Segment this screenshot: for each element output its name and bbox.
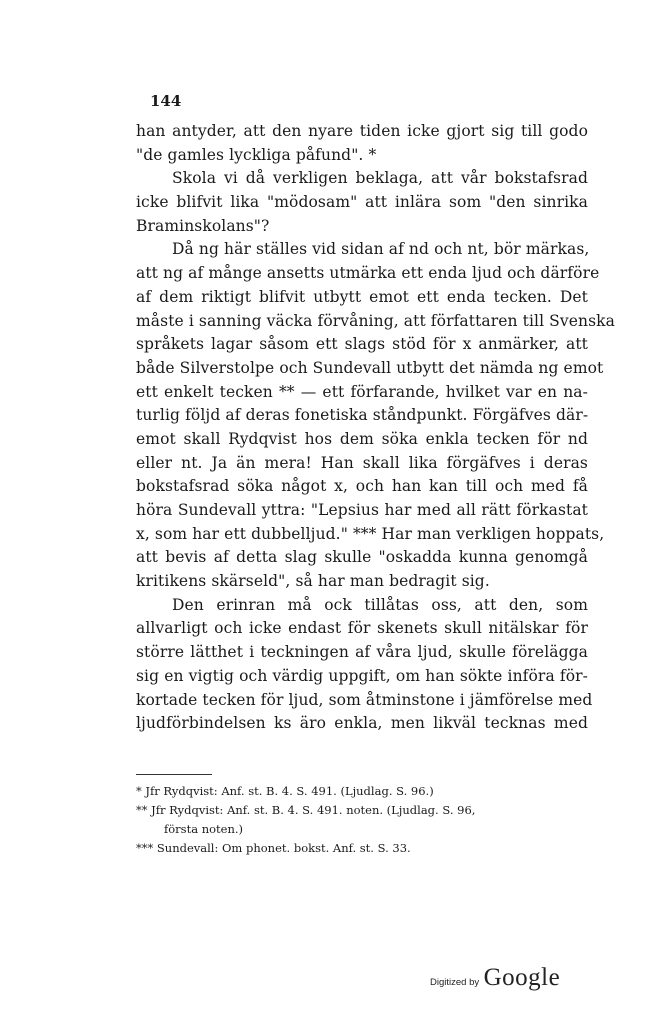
text-line: icke blifvit lika "mödosam" att inlära som "den sinrika <box>136 193 588 212</box>
text-line: kritikens skärseld", så har man bedragit sig. <box>136 572 490 591</box>
text-line: höra Sundevall yttra: "Lepsius har med all rätt förkastat <box>136 501 588 519</box>
text-line: Då ng här ställes vid sidan af nd och nt, bör märkas, <box>172 240 590 259</box>
text-line: han antyder, att den nyare tiden icke gjort sig till godo <box>136 122 588 140</box>
footnote: *** Sundevall: Om phonet. bokst. Anf. st. S. 33. <box>136 841 411 855</box>
text-line: allvarligt och icke endast för skenets skull nitälskar för <box>136 619 588 638</box>
google-logo: Google <box>483 964 561 991</box>
text-line: Den erinran må ock tillåtas oss, att den, som <box>172 595 588 614</box>
text-line: Braminskolans"? <box>136 216 270 235</box>
text-line: af dem riktigt blifvit utbytt emot ett enda tecken. Det <box>136 287 588 306</box>
text-line: kortade tecken för ljud, som åtminstone i jämförelse med <box>136 690 593 709</box>
footnote-continuation: första noten.) <box>164 822 244 836</box>
footnotes <box>136 782 588 858</box>
text-line: "de gamles lyckliga påfund". * <box>136 145 377 164</box>
footnote-divider <box>136 774 212 775</box>
text-line: sig en vigtig och värdig uppgift, om han sökte införa för- <box>136 666 588 685</box>
body-text <box>136 120 615 736</box>
watermark-prefix: Digitized by <box>430 977 480 988</box>
digitized-by-watermark <box>430 964 560 992</box>
text-line: att bevis af detta slag skulle "oskadda kunna genomgå <box>136 548 588 567</box>
text-line: turlig följd af deras fonetiska ståndpunkt. Förgäfves där- <box>136 406 589 425</box>
text-line: ljudförbindelsen ks äro enkla, men likväl tecknas med <box>136 714 588 733</box>
footnote: * Jfr Rydqvist: Anf. st. B. 4. S. 491. (Ljudlag. S. 96.) <box>136 784 434 798</box>
text-line: Skola vi då verkligen beklaga, att vår bokstafsrad <box>172 169 588 188</box>
page-number: 144 <box>150 92 182 110</box>
text-line: större lätthet i teckningen af våra ljud, skulle förelägga <box>136 643 588 662</box>
text-line: både Silverstolpe och Sundevall utbytt det nämda ng emot <box>136 358 604 377</box>
text-line: emot skall Rydqvist hos dem söka enkla tecken för nd <box>136 429 588 448</box>
text-line: måste i sanning väcka förvåning, att författaren till Svenska <box>136 311 615 330</box>
footnote: ** Jfr Rydqvist: Anf. st. B. 4. S. 491. noten. (Ljudlag. S. 96, <box>136 803 476 817</box>
text-line: bokstafsrad söka något x, och han kan till och med få <box>136 477 588 496</box>
text-line: eller nt. Ja än mera! Han skall lika förgäfves i deras <box>136 453 588 472</box>
text-line: språkets lagar såsom ett slags stöd för x anmärker, att <box>136 335 588 354</box>
text-line: x, som har ett dubbelljud." *** Har man verkligen hoppats, <box>136 524 605 543</box>
text-line: ett enkelt tecken ** — ett förfarande, hvilket var en na- <box>136 382 588 401</box>
text-line: att ng af månge ansetts utmärka ett enda ljud och därföre <box>136 264 600 283</box>
